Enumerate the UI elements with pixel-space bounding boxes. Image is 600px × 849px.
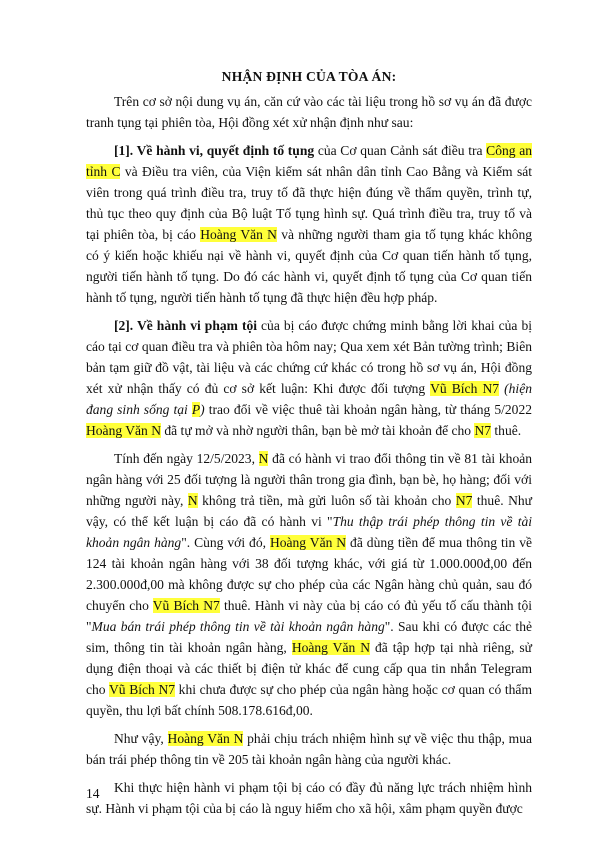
intro-paragraph: Trên cơ sở nội dung vụ án, căn cứ vào các tài liệu trong hồ sơ vụ án đã được tranh tụng tại phiên tòa, Hội đồng xét xử nhận định như sau: bbox=[86, 94, 532, 130]
highlighted-name: Hoàng Văn N bbox=[200, 227, 277, 242]
paragraph-label: [1]. Về hành vi, quyết định tố tụng bbox=[114, 143, 315, 158]
highlighted-name: Công an tỉnh C bbox=[86, 143, 532, 179]
paragraph-label: [2]. Về hành vi phạm tội bbox=[114, 318, 257, 333]
section-heading: NHẬN ĐỊNH CỦA TÒA ÁN: bbox=[221, 69, 397, 84]
paragraph-procedure: [1]. Về hành vi, quyết định tố tụng của Cơ quan Cảnh sát điều tra Công an tỉnh C và Điều tra viên, của Viện kiểm sát nhân dân tỉnh Cao Bằng và Kiểm sát viên trong quá trình điều tra, truy tố đã thực hiện đúng về thẩm quyền, trình tự, thủ tục theo quy định của Bộ luật Tố tụng hình sự. Quá trình điều tra, truy tố và tại phiên tòa, bị cáo Hoàng Văn N và những người tham gia tố tụng khác không có ý kiến hoặc khiếu nại về hành vi, quyết định của Cơ quan tiến hành tố tụng, người tiến hành tố tụng. Do đó các hành vi, quyết định tố tụng của Cơ quan tiến hành tố tụng, người tiến hành tố tụng đã thực hiện đều hợp pháp. bbox=[86, 143, 533, 305]
highlighted-name: Vũ Bích N7 bbox=[108, 682, 176, 697]
paragraph-offense: [2]. Về hành vi phạm tội của bị cáo được chứng minh bằng lời khai của bị cáo tại cơ quan điều tra và phiên tòa hôm nay; Qua xem xét Bản tường trình; Biên bản tạm giữ đồ vật, tài liệu và các chứng cứ khác có trong hồ sơ vụ án, Hội đồng xét xử nhận thấy có đủ cơ sở kết luận: Khi được đối tượng Vũ Bích N7 (hiện đang sinh sống tại P) trao đổi về việc thuê tài khoản ngân hàng, từ tháng 5/2022 Hoàng Văn N đã tự mở và nhờ người thân, bạn bè mở tài khoản để cho N7 thuê. bbox=[86, 318, 533, 438]
highlighted-name: Hoàng Văn N bbox=[291, 640, 371, 655]
highlighted-name: N bbox=[187, 493, 198, 508]
highlighted-name: Hoàng Văn N bbox=[86, 423, 161, 438]
page-number: 14 bbox=[86, 786, 100, 801]
highlighted-name: Hoàng Văn N bbox=[167, 731, 244, 746]
highlighted-name: Hoàng Văn N bbox=[269, 535, 347, 550]
highlighted-name: N bbox=[258, 451, 269, 466]
paragraph-conclusion: Như vậy, Hoàng Văn N phải chịu trách nhiệm hình sự về việc thu thập, mua bán trái phép thông tin về 205 tài khoản ngân hàng của người khác. bbox=[86, 731, 532, 767]
highlighted-name: Vũ Bích N7 bbox=[430, 381, 500, 396]
page-content bbox=[86, 66, 532, 826]
highlighted-name: Vũ Bích N7 bbox=[152, 598, 220, 613]
highlighted-name: N7 bbox=[474, 423, 492, 438]
highlighted-name: N7 bbox=[455, 493, 473, 508]
paragraph-details: Tính đến ngày 12/5/2023, N đã có hành vi trao đổi thông tin về 81 tài khoản ngân hàng với 25 đối tượng là người thân trong gia đình, bạn bè, họ hàng; đối với những người này, N không trả tiền, mà gửi luôn số tài khoản cho N7 thuê. Như vậy, có thể kết luận bị cáo đã có hành vi "Thu thập trái phép thông tin về tài khoản ngân hàng". Cùng với đó, Hoàng Văn N đã dùng tiền để mua thông tin về 124 tài khoản ngân hàng với 38 đối tượng khác, với giá từ 1.000.000đ,00 đến 2.300.000đ,00 mà không được sự cho phép của các Ngân hàng chủ quản, sau đó chuyển cho Vũ Bích N7 thuê. Hành vi này của bị cáo có đủ yếu tố cấu thành tội "Mua bán trái phép thông tin về tài khoản ngân hàng". Sau khi có được các thẻ sim, thông tin tài khoản ngân hàng, Hoàng Văn N đã tập hợp tại nhà riêng, sử dụng điện thoại và các thiết bị điện tử khác để cung cấp qua tin nhắn Telegram cho Vũ Bích N7 khi chưa được sự cho phép của ngân hàng hoặc cơ quan có thẩm quyền, thu lợi bất chính 508.178.616đ,00. bbox=[86, 451, 533, 718]
highlighted-name: P bbox=[191, 402, 201, 417]
paragraph-responsibility: Khi thực hiện hành vi phạm tội bị cáo có đầy đủ năng lực trách nhiệm hình sự. Hành vi phạm tội của bị cáo là nguy hiểm cho xã hội, xâm phạm quyền được bbox=[86, 780, 532, 816]
